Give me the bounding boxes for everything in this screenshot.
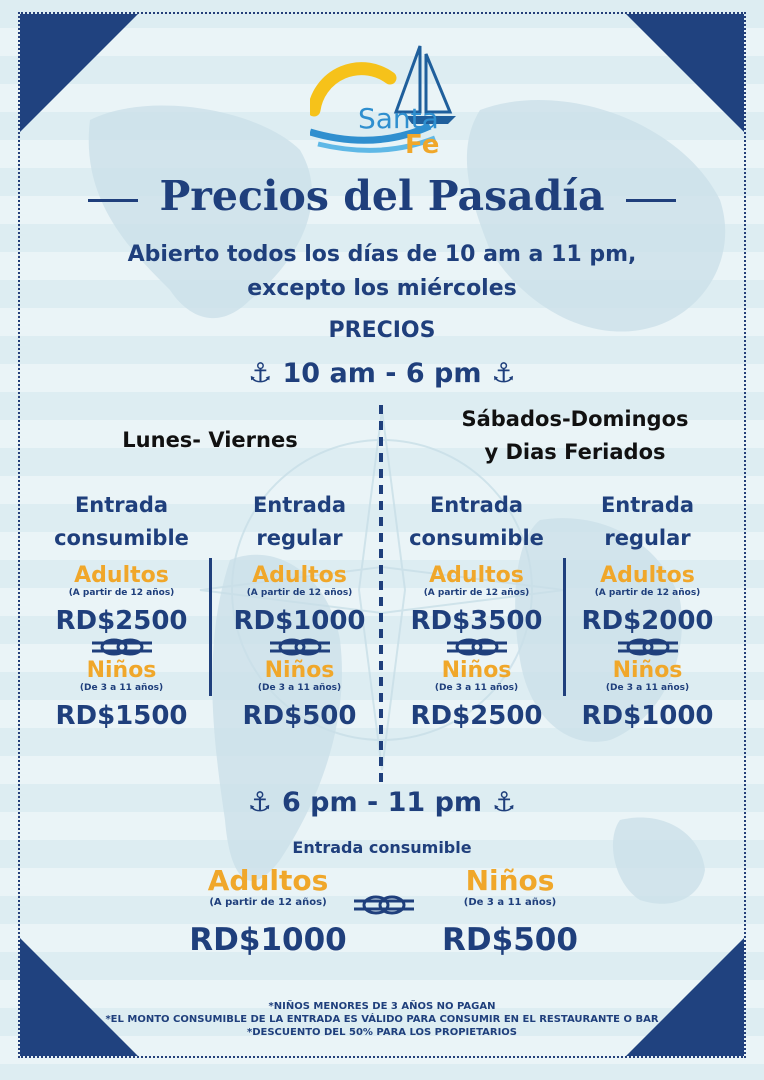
child-price: RD$1000 (581, 701, 714, 731)
knot-icon (389, 636, 565, 658)
anchor-icon: ⚓ (491, 358, 516, 389)
footnote-line: *EL MONTO CONSUMIBLE DE LA ENTRADA ES VÁLIDO PARA CONSUMIR EN EL RESTAURANTE O BAR (105, 1014, 659, 1025)
opening-hours-line2: excepto los miércoles (247, 276, 517, 301)
day-session-time (0, 358, 764, 389)
night-child-note: (De 3 a 11 años) (463, 897, 557, 908)
child-price: RD$500 (242, 701, 357, 731)
night-adult-note: (A partir de 12 años) (209, 897, 327, 908)
footnote-line: *DESCUENTO DEL 50% PARA LOS PROPIETARIOS (246, 1027, 518, 1038)
price-column-weekday-regular (212, 489, 387, 731)
adult-note: (A partir de 12 años) (246, 588, 353, 598)
night-child-label: Niños (465, 864, 555, 897)
opening-hours (0, 238, 764, 306)
child-note: (De 3 a 11 años) (434, 683, 519, 693)
group-label-weekdays-line1: Lunes- Viernes (122, 428, 298, 452)
knot-icon (560, 636, 736, 658)
group-label-weekend-line1: Sábados-Domingos (461, 407, 689, 431)
logo (310, 40, 470, 165)
column-head-line1: Entrada (600, 493, 695, 517)
column-head-line2: consumible (54, 526, 189, 550)
night-child-block (410, 864, 610, 958)
group-label-weekend (410, 403, 740, 469)
night-adult-block (168, 864, 368, 958)
footnotes (0, 1000, 764, 1039)
column-head-line2: regular (256, 526, 343, 550)
knot-icon (34, 636, 210, 658)
day-session-time-label: 10 am - 6 pm (282, 358, 482, 389)
adult-label: Adultos (600, 563, 695, 588)
child-label: Niños (612, 658, 683, 683)
adult-note: (A partir de 12 años) (423, 588, 530, 598)
night-session-time-label: 6 pm - 11 pm (281, 787, 483, 818)
adult-label: Adultos (74, 563, 169, 588)
child-label: Niños (441, 658, 512, 683)
child-label: Niños (86, 658, 157, 683)
child-note: (De 3 a 11 años) (257, 683, 342, 693)
adult-price: RD$3500 (410, 606, 543, 636)
night-adult-price: RD$1000 (189, 922, 347, 958)
adult-price: RD$1000 (233, 606, 366, 636)
column-head-line2: regular (604, 526, 691, 550)
price-column-weekend-regular (560, 489, 735, 731)
night-entry-label: Entrada consumible (292, 838, 472, 857)
group-label-weekdays (60, 424, 360, 457)
logo-text-fe: Fe (405, 130, 440, 160)
column-head-line2: consumible (409, 526, 544, 550)
anchor-icon: ⚓ (247, 787, 272, 818)
opening-hours-line1: Abierto todos los días de 10 am a 11 pm, (127, 242, 637, 267)
anchor-icon: ⚓ (492, 787, 517, 818)
price-column-weekday-consumible (34, 489, 209, 731)
knot-icon (352, 893, 416, 917)
knot-icon (212, 636, 388, 658)
logo-text-santa: Santa (358, 102, 439, 135)
child-note: (De 3 a 11 años) (605, 683, 690, 693)
column-head-line1: Entrada (252, 493, 347, 517)
title-rule-right (626, 199, 676, 202)
column-head-line1: Entrada (429, 493, 524, 517)
price-column-weekend-consumible (389, 489, 564, 731)
corner-top-right (626, 14, 744, 132)
adult-label: Adultos (252, 563, 347, 588)
adult-note: (A partir de 12 años) (68, 588, 175, 598)
adult-price: RD$2500 (55, 606, 188, 636)
prices-heading: PRECIOS (328, 318, 436, 343)
night-adult-label: Adultos (207, 864, 329, 897)
night-child-price: RD$500 (442, 922, 578, 958)
column-head-line1: Entrada (74, 493, 169, 517)
adult-label: Adultos (429, 563, 524, 588)
group-label-weekend-line2: y Dias Feriados (484, 440, 666, 464)
page-title: Precios del Pasadía (159, 172, 605, 220)
adult-price: RD$2000 (581, 606, 714, 636)
night-session-time (0, 787, 764, 818)
footnote-line: *NIÑOS MENORES DE 3 AÑOS NO PAGAN (268, 1001, 496, 1012)
adult-note: (A partir de 12 años) (594, 588, 701, 598)
anchor-icon: ⚓ (248, 358, 273, 389)
child-note: (De 3 a 11 años) (79, 683, 164, 693)
child-price: RD$2500 (410, 701, 543, 731)
child-price: RD$1500 (55, 701, 188, 731)
corner-top-left (20, 14, 138, 132)
child-label: Niños (264, 658, 335, 683)
